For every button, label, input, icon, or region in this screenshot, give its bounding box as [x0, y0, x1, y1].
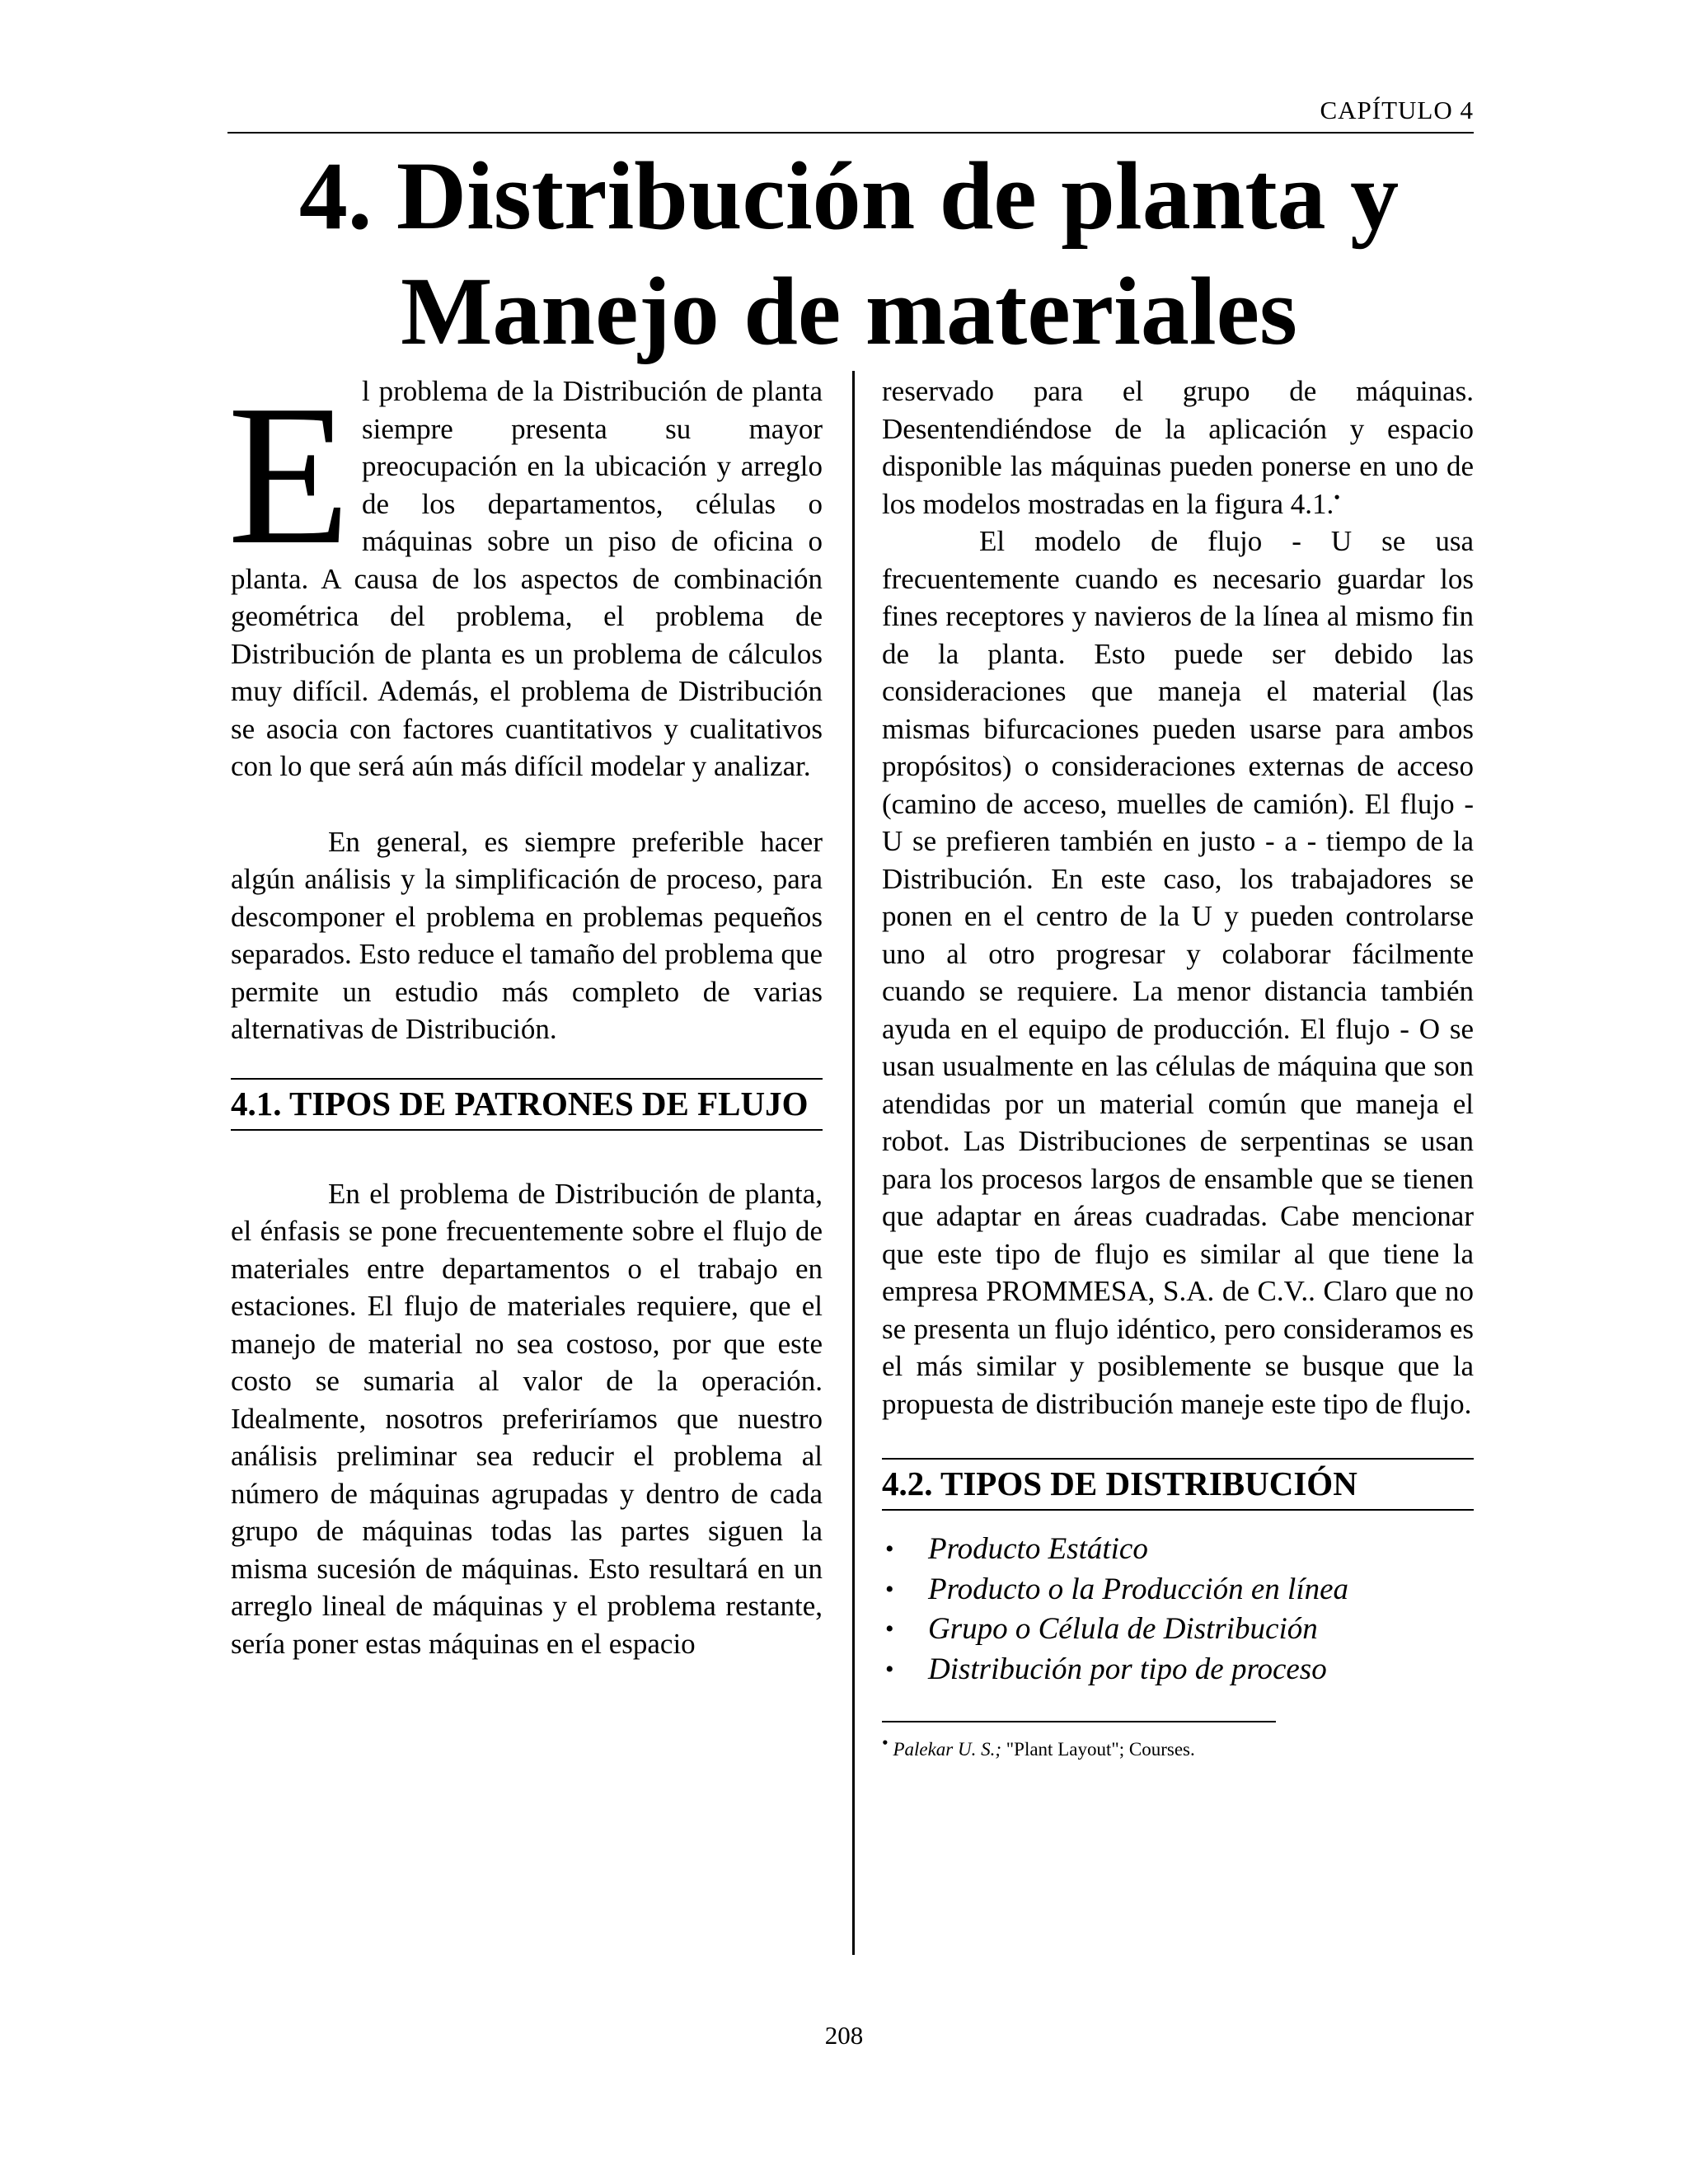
intro-paragraph [227, 363, 823, 785]
intro-text: l problema de la Distribución de planta siempre presenta su mayor preocupación en la ubicación y arreglo de los departamentos, células o máquinas sobre un piso de oficina o planta. A causa de los aspectos de combinación geométrica del problema, el problema de Distribución de planta es un problema de cálculos muy difícil. Además, el problema de Distribución se asocia con factores cuantitativos y cualitativos con lo que será aún más difícil modelar y analizar. [231, 375, 823, 782]
page-title [165, 138, 1533, 369]
distribution-types-list [882, 1530, 1474, 1690]
bullet-icon: • [885, 1535, 894, 1563]
bullet-icon: • [885, 1615, 894, 1643]
list-item [882, 1530, 1474, 1570]
paragraph-continued [882, 373, 1474, 523]
header-rule [227, 132, 1474, 134]
right-column [882, 373, 1474, 1762]
list-item-text: Producto o la Producción en línea [928, 1572, 1349, 1606]
drop-cap: E [227, 363, 351, 586]
bullet-icon: • [885, 1655, 894, 1683]
page-number: 208 [824, 2021, 864, 2050]
footnote-marker[interactable]: • [1334, 485, 1340, 507]
footnote-text: "Plant Layout"; Courses. [1001, 1739, 1195, 1760]
paragraph-general: En general, es siempre preferible hacer algún análisis y la simplificación de proceso, para descomponer el problema en problemas pequeños separados. Esto reduce el tamaño del problema que permite un estudio más completo de varias alternativas de Distribución. [231, 825, 823, 1045]
column-divider [852, 371, 855, 1955]
bullet-icon: • [885, 1575, 894, 1603]
section-heading-4-1: 4.1. TIPOS DE PATRONES DE FLUJO [231, 1078, 823, 1131]
list-item [882, 1570, 1474, 1610]
list-item-text: Grupo o Célula de Distribución [928, 1612, 1318, 1646]
list-item-text: Producto Estático [928, 1532, 1148, 1566]
list-item [882, 1650, 1474, 1690]
left-column [227, 363, 823, 1662]
chapter-label: CAPÍTULO 4 [1320, 96, 1474, 124]
footnote [882, 1732, 1474, 1762]
footnote-author: Palekar U. S.; [893, 1739, 1002, 1760]
section-heading-4-2: 4.2. TIPOS DE DISTRIBUCIÓN [882, 1458, 1474, 1511]
list-item [882, 1610, 1474, 1650]
title-line-1: 4. Distribución de planta y [298, 142, 1400, 250]
list-item-text: Distribución por tipo de proceso [928, 1652, 1327, 1686]
continued-text: reservado para el grupo de máquinas. Desentendiéndose de la aplicación y espacio disponible las máquinas pueden ponerse en uno de los modelos mostradas en la figura 4.1. [882, 375, 1474, 520]
footnote-marker: • [882, 1732, 889, 1753]
footnote-rule [882, 1721, 1276, 1722]
title-line-2: Manejo de materiales [401, 257, 1297, 365]
paragraph-flow: En el problema de Distribución de planta, el énfasis se pone frecuentemente sobre el flujo de materiales entre departamentos o el trabajo en estaciones. El flujo de materiales requiere, que el manejo de material no sea costoso, por que este costo se sumaria al valor de la operación. Idealmente, nosotros preferiríamos que nuestro análisis preliminar sea reducir el problema al número de máquinas agrupadas y dentro de cada grupo de máquinas todas las partes siguen la misma sucesión de máquinas. Esto resultará en un arreglo lineal de máquinas y el problema restante, sería poner estas máquinas en el espacio [231, 1177, 823, 1660]
paragraph-u-flow: El modelo de flujo - U se usa frecuentemente cuando es necesario guardar los fines receptores y navieros de la línea al mismo fin de la planta. Esto puede ser debido las consideraciones que maneja el material (las mismas bifurcaciones pueden usarse para ambos propósitos) o consideraciones externas de acceso (camino de acceso, muelles de camión). El flujo - U se prefieren también en justo - a - tiempo de la Distribución. En este caso, los trabajadores se ponen en el centro de la U y pueden controlarse uno al otro progresar y colaborar fácilmente cuando se requiere. La menor distancia también ayuda en el equipo de producción. El flujo - O se usan usualmente en las células de máquina que son atendidas por un material común que maneja el robot. Las Distribuciones de serpentinas se usan para los procesos largos de ensamble que se tienen que adaptar en áreas cuadradas. Cabe mencionar que este tipo de flujo es similar al que tiene la empresa PROMMESA, S.A. de C.V.. Claro que no se presenta un flujo idéntico, pero consideramos es el más similar y posiblemente se busque que la propuesta de distribución maneje este tipo de flujo. [882, 525, 1474, 1420]
